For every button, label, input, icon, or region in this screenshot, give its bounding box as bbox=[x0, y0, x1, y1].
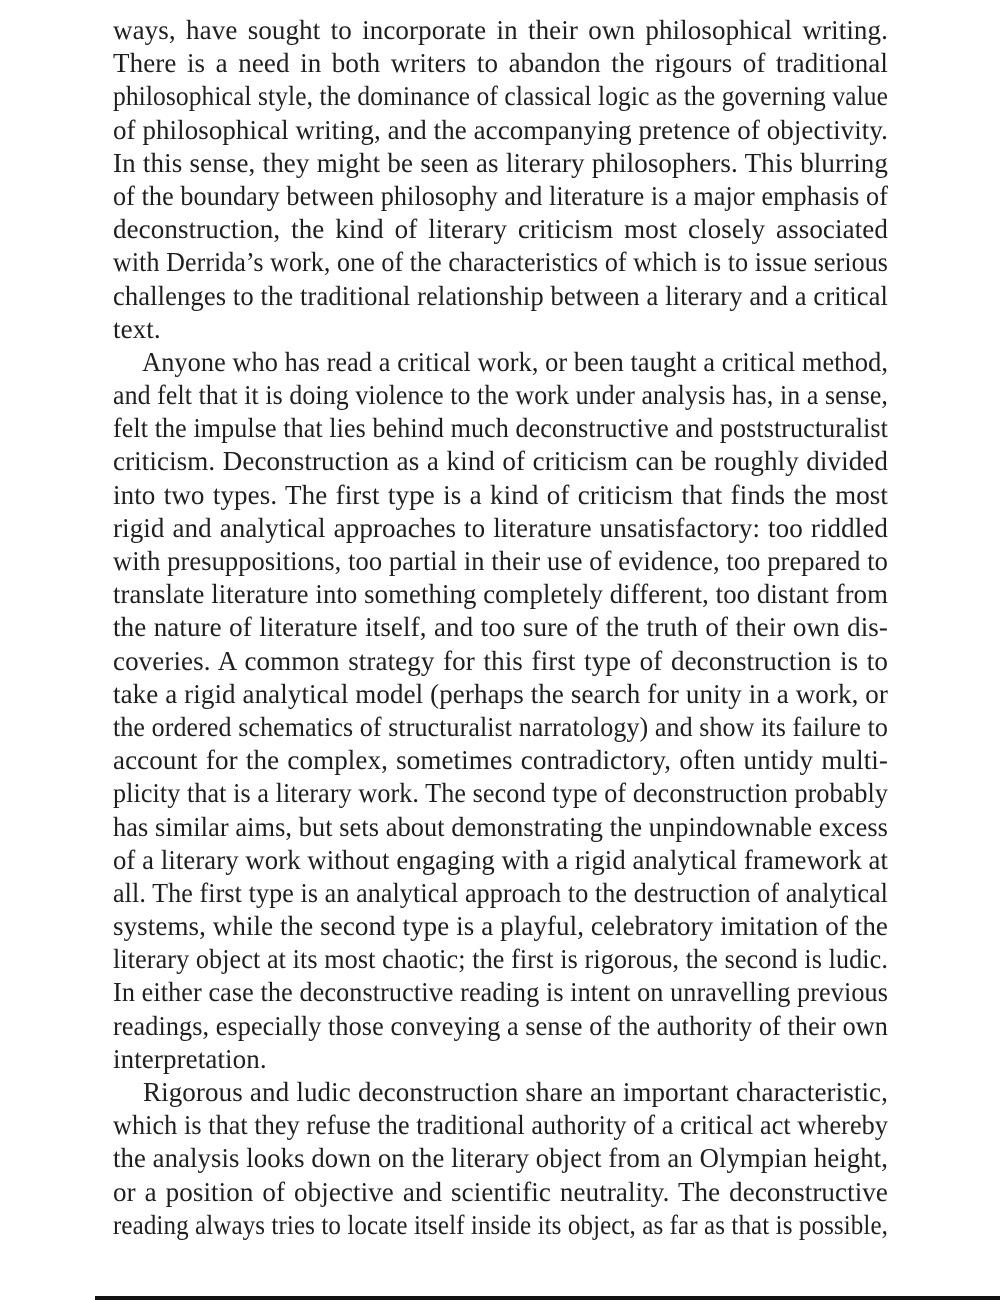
text-line bbox=[113, 545, 888, 578]
text-line bbox=[113, 1076, 888, 1109]
text-line bbox=[113, 1043, 888, 1076]
text-line bbox=[113, 910, 888, 943]
text-line-content: philosophical style, the dominance of classical logic as the governing value bbox=[113, 81, 888, 112]
text-line bbox=[113, 14, 888, 47]
text-line bbox=[113, 877, 888, 910]
text-line bbox=[113, 744, 888, 777]
text-line bbox=[113, 512, 888, 545]
text-line bbox=[113, 479, 888, 512]
text-line-content: the analysis looks down on the literary object from an Olympian height, bbox=[113, 1143, 888, 1174]
text-line bbox=[113, 678, 888, 711]
text-line bbox=[113, 1109, 888, 1142]
text-line-content: the nature of literature itself, and too sure of the truth of their own dis- bbox=[113, 612, 888, 643]
text-line-content: into two types. The first type is a kind of criticism that finds the most bbox=[113, 479, 888, 510]
text-line-content: has similar aims, but sets about demonstrating the unpindownable excess bbox=[113, 811, 888, 842]
text-line-content: with presuppositions, too partial in their use of evidence, too prepared to bbox=[113, 546, 888, 576]
text-line bbox=[113, 611, 888, 644]
text-line bbox=[113, 246, 888, 279]
text-line bbox=[113, 379, 888, 412]
text-line bbox=[113, 80, 888, 113]
text-line-content: readings, especially those conveying a sense of the authority of their own bbox=[113, 1010, 888, 1041]
page-bottom-rule bbox=[95, 1296, 1000, 1300]
text-line-content: and felt that it is doing violence to the work under analysis has, in a sense, bbox=[113, 380, 888, 411]
text-line bbox=[113, 578, 888, 611]
text-line-content: of the boundary between philosophy and literature is a major emphasis of bbox=[113, 180, 888, 211]
text-line bbox=[113, 346, 888, 379]
text-line-content: of philosophical writing, and the accompanying pretence of objectivity. bbox=[113, 114, 888, 145]
text-line-content: interpretation. bbox=[113, 1043, 267, 1074]
text-line-content: felt the impulse that lies behind much deconstructive and poststructuralist bbox=[113, 413, 888, 444]
text-line bbox=[113, 777, 888, 810]
text-line bbox=[113, 811, 888, 844]
text-line bbox=[113, 1209, 888, 1242]
text-line bbox=[113, 313, 888, 346]
body-text bbox=[113, 14, 888, 1242]
text-line-content: coveries. A common strategy for this first type of deconstruction is to bbox=[113, 645, 888, 676]
text-line-content: ways, have sought to incorporate in their own philosophical writing. bbox=[113, 15, 888, 45]
text-line bbox=[113, 1142, 888, 1175]
text-line bbox=[113, 645, 888, 678]
text-line-content: In either case the deconstructive reading is intent on unravelling previous bbox=[113, 977, 888, 1008]
text-line bbox=[113, 943, 888, 976]
text-line-content: literary object at its most chaotic; the first is rigorous, the second is ludic. bbox=[113, 944, 888, 975]
text-line-content: In this sense, they might be seen as literary philosophers. This blurring bbox=[113, 147, 888, 178]
text-line bbox=[113, 976, 888, 1009]
text-line-content: take a rigid analytical model (perhaps the search for unity in a work, or bbox=[113, 678, 888, 709]
text-line-content: Rigorous and ludic deconstruction share an important characteristic, bbox=[143, 1077, 888, 1107]
text-line bbox=[113, 1010, 888, 1043]
text-line-content: Anyone who has read a critical work, or been taught a critical method, bbox=[142, 346, 889, 377]
text-line bbox=[113, 180, 888, 213]
text-line-content: rigid and analytical approaches to literature unsatisfactory: too riddled bbox=[113, 512, 888, 543]
text-line-content: deconstruction, the kind of literary criticism most closely associated bbox=[113, 214, 888, 245]
text-line bbox=[113, 1176, 888, 1209]
text-line-content: with Derrida’s work, one of the characteristics of which is to issue serious bbox=[113, 247, 888, 278]
text-line bbox=[113, 114, 888, 147]
text-line bbox=[113, 213, 888, 246]
text-line bbox=[113, 844, 888, 877]
text-line-content: challenges to the traditional relationship between a literary and a critical bbox=[113, 280, 888, 311]
text-line-content: of a literary work without engaging with a rigid analytical framework at bbox=[113, 844, 888, 875]
text-line bbox=[113, 445, 888, 478]
text-line-content: There is a need in both writers to abandon the rigours of traditional bbox=[113, 48, 888, 79]
text-line bbox=[113, 280, 888, 313]
text-line-content: systems, while the second type is a playful, celebratory imitation of the bbox=[113, 911, 888, 942]
text-line-content: text. bbox=[113, 313, 161, 344]
text-line-content: or a position of objective and scientific neutrality. The deconstructive bbox=[113, 1176, 888, 1207]
text-line-content: all. The first type is an analytical approach to the destruction of analytical bbox=[113, 877, 888, 908]
text-line-content: translate literature into something completely different, too distant from bbox=[113, 579, 888, 610]
text-line-content: criticism. Deconstruction as a kind of criticism can be roughly divided bbox=[113, 446, 888, 477]
text-line bbox=[113, 711, 888, 744]
text-line bbox=[113, 147, 888, 180]
text-line-content: which is that they refuse the traditional authority of a critical act whereby bbox=[113, 1110, 888, 1141]
text-line bbox=[113, 47, 888, 80]
text-line-content: reading always tries to locate itself inside its object, as far as that is possible, bbox=[113, 1209, 888, 1240]
text-line-content: plicity that is a literary work. The second type of deconstruction probably bbox=[113, 778, 888, 809]
text-line bbox=[113, 412, 888, 445]
text-line-content: account for the complex, sometimes contradictory, often untidy multi- bbox=[113, 745, 888, 776]
text-line-content: the ordered schematics of structuralist narratology) and show its failure to bbox=[113, 711, 888, 742]
